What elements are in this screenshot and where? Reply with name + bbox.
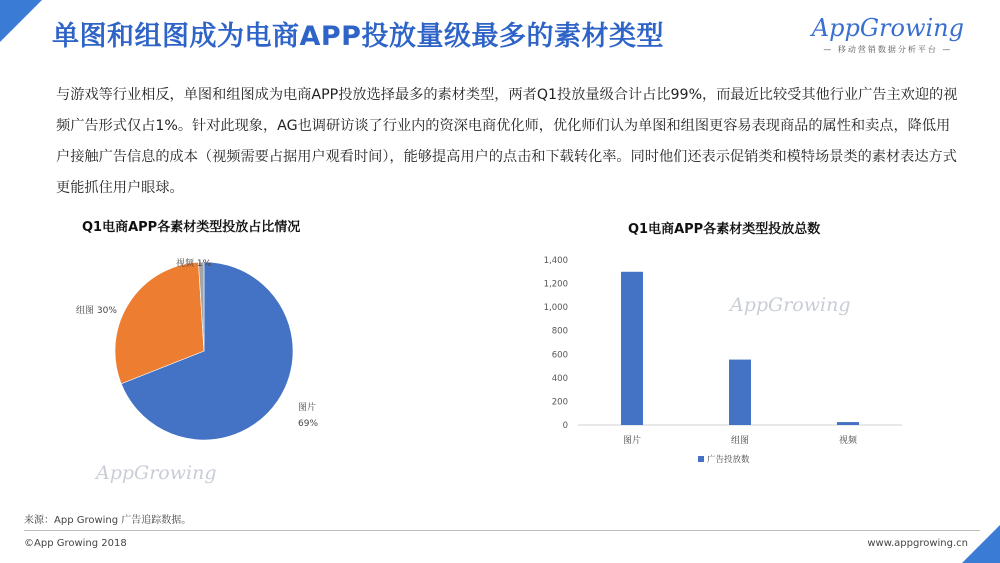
pie-chart: [40, 238, 400, 498]
bar-0: [621, 272, 643, 425]
pie-value-label-0: 69%: [298, 419, 319, 429]
corner-decoration: [0, 0, 42, 42]
page-title: 单图和组图成为电商APP投放量级最多的素材类型: [52, 21, 664, 52]
pie-label-2: 视频 1%: [176, 259, 212, 269]
legend-label: 广告投放数: [707, 455, 750, 465]
x-category-label: 视频: [838, 436, 858, 446]
y-tick-label: 800: [551, 326, 568, 337]
bar-1: [729, 360, 751, 425]
x-category-label: 组图: [730, 436, 750, 446]
y-tick-label: 200: [551, 397, 568, 408]
x-category-label: 图片: [622, 436, 642, 446]
bar-chart: [530, 240, 950, 480]
intro-paragraph: 与游戏等行业相反，单图和组图成为电商APP投放选择最多的素材类型，两者Q1投放量级合计占比99%，而最近比较受其他行业广告主欢迎的视频广告形式仅占1%。针对此现象，AG也调研访谈了行业内的资深电商优化师，优化师们认为单图和组图更容易表现商品的属性和卖点，降低用户接触广告信息的成本（视频需要占据用户观看时间），能够提高用户的点击和下载转化率。同时他们还表示促销类和模特场景类的素材表达方式更能抓住用户眼球。: [56, 87, 958, 196]
copyright-text: ©App Growing 2018: [24, 538, 127, 549]
legend-swatch: [698, 456, 704, 462]
pie-label-1: 组图 30%: [76, 306, 117, 316]
website-link[interactable]: www.appgrowing.cn: [867, 538, 968, 549]
pie-label-0: 图片: [298, 403, 317, 413]
footer-divider: [24, 530, 980, 531]
bar-chart-title: Q1电商APP各素材类型投放总数: [628, 222, 821, 237]
y-tick-label: 1,400: [543, 256, 568, 266]
logo-text: AppGrowing: [811, 14, 964, 42]
bar-2: [837, 422, 859, 425]
pie-chart-title: Q1电商APP各素材类型投放占比情况: [82, 220, 301, 235]
watermark-bar: AppGrowing: [730, 294, 851, 316]
data-source-note: 来源：App Growing 广告追踪数据。: [24, 515, 192, 526]
y-tick-label: 600: [551, 350, 568, 361]
logo-tagline: — 移动营销数据分析平台 —: [823, 45, 953, 54]
y-tick-label: 400: [551, 373, 568, 384]
watermark-pie: AppGrowing: [96, 462, 217, 484]
y-tick-label: 1,200: [543, 279, 568, 290]
y-tick-label: 1,000: [543, 303, 568, 314]
brand-logo: [812, 14, 964, 55]
y-tick-label: 0: [562, 421, 568, 431]
